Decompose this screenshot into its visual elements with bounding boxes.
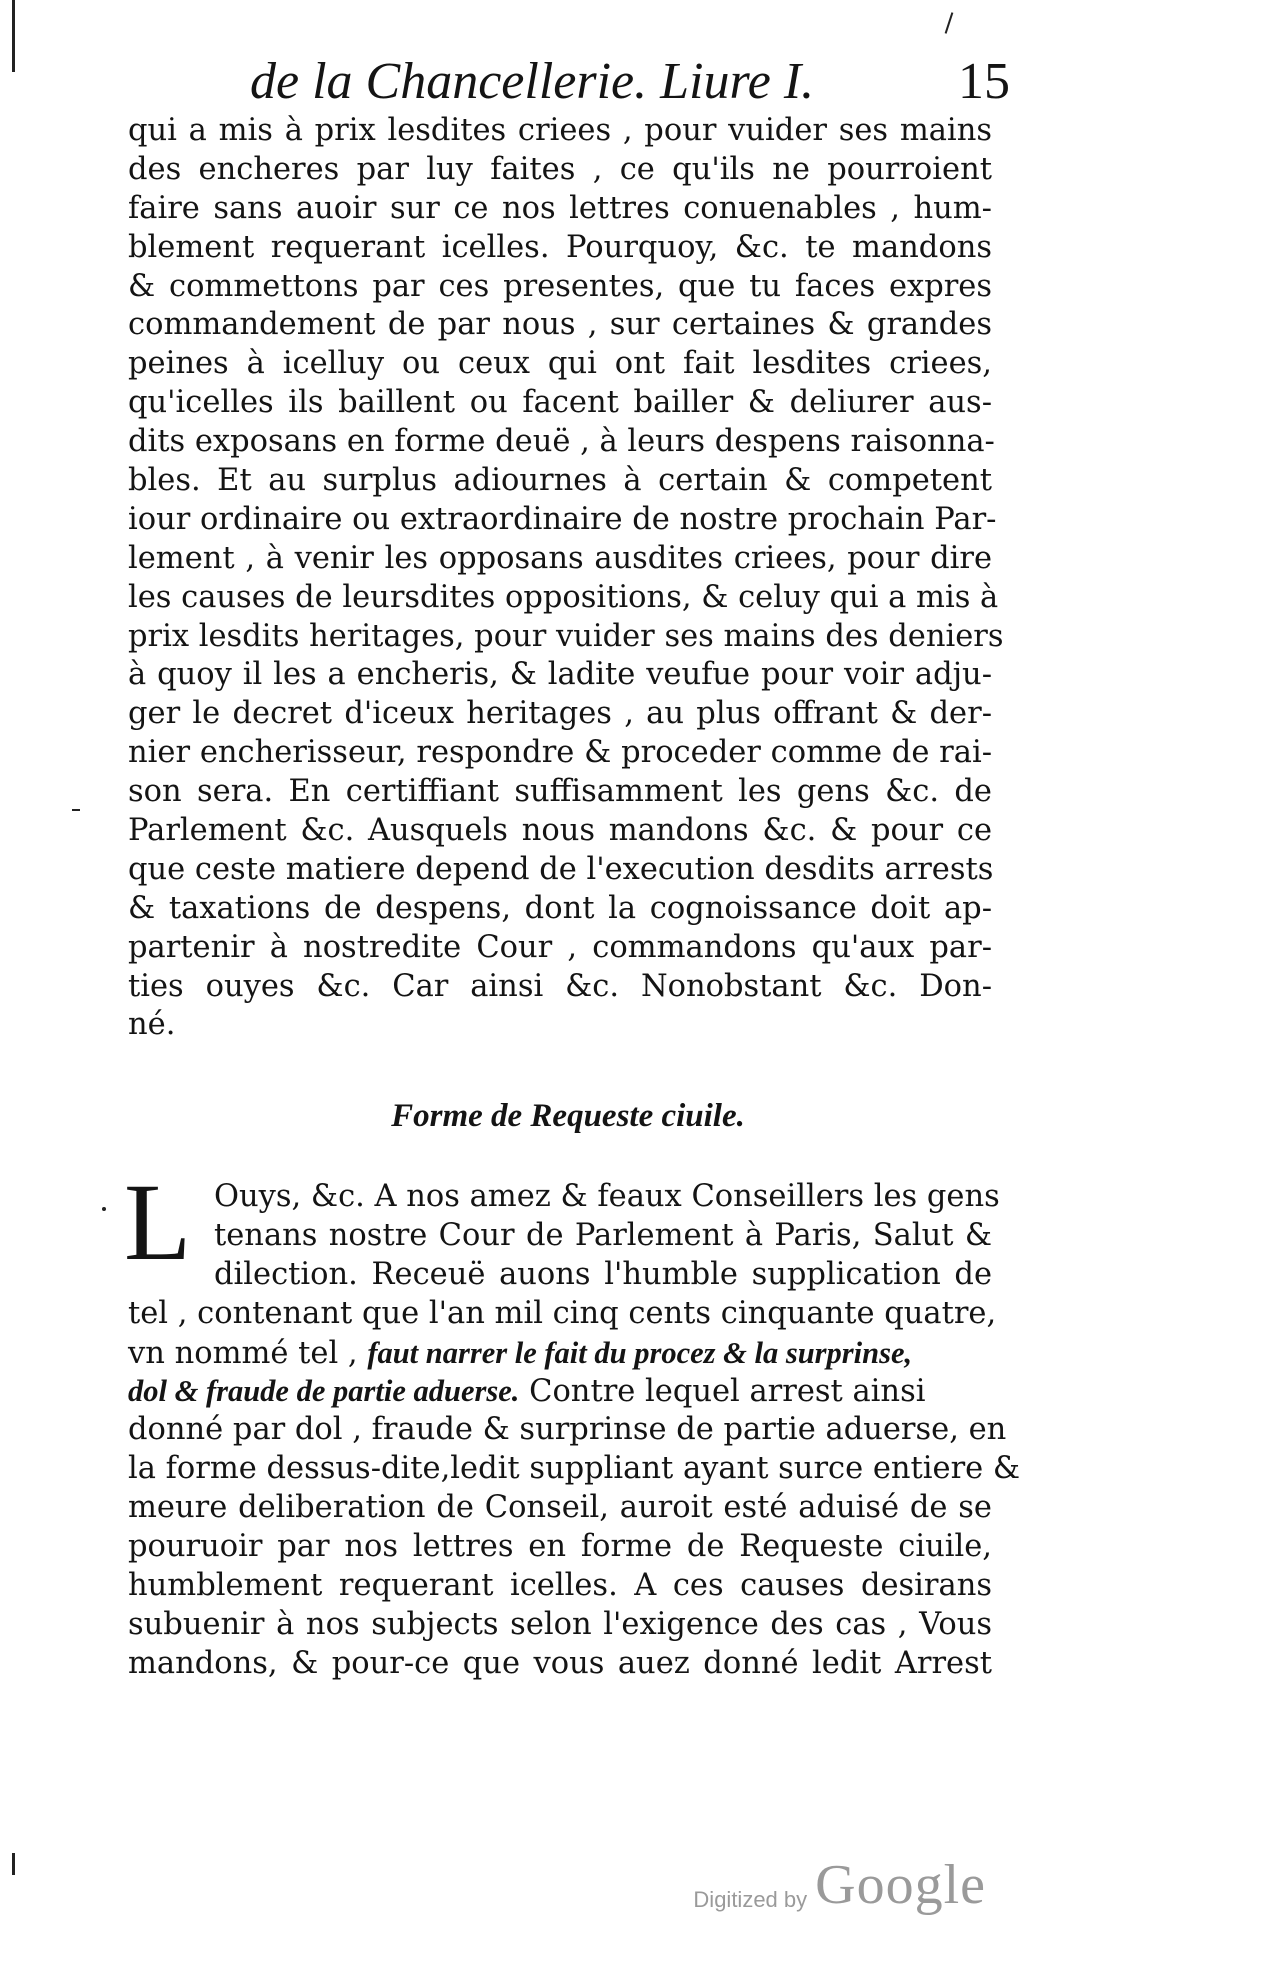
text-line: des encheres par luy faites , ce qu'ils ne pourroient xyxy=(128,151,992,187)
italic-note: faut narrer le fait du procez & la surprinse, xyxy=(367,1335,913,1370)
running-title: de la Chancellerie. Liure I. xyxy=(250,53,815,110)
running-header xyxy=(250,52,1010,112)
text-line: humblement requerant icelles. A ces causes desirans xyxy=(128,1567,992,1603)
text-line: prix lesdits heritages, pour vuider ses mains des deniers xyxy=(128,618,1004,654)
text-line: à quoy il les a encheris, & ladite veufue pour voir adju- xyxy=(128,657,992,693)
text-line: blement requerant icelles. Pourquoy, &c. te mandons xyxy=(128,229,992,265)
italic-note: dol & fraude de partie aduerse. xyxy=(128,1374,520,1409)
watermark-prefix: Digitized by xyxy=(693,1887,808,1912)
text-line: iour ordinaire ou extraordinaire de nostre prochain Par- xyxy=(128,501,997,537)
drop-capital: L xyxy=(124,1161,192,1283)
text-line: mandons, & pour-ce que vous auez donné ledit Arrest xyxy=(128,1645,992,1681)
text-line: Parlement &c. Ausquels nous mandons &c. & pour ce xyxy=(128,813,992,849)
watermark-brand: Google xyxy=(815,1854,986,1916)
margin-dash-mark xyxy=(72,809,80,811)
text-line: ties ouyes &c. Car ainsi &c. Nonobstant &c. Don- xyxy=(128,968,992,1004)
text-line: commandement de par nous , sur certaines & grandes xyxy=(128,307,992,343)
text-line: tenans nostre Cour de Parlement à Paris, Salut & xyxy=(214,1217,992,1253)
text-line: dilection. Receuë auons l'humble supplication de xyxy=(214,1256,992,1292)
text-line: subuenir à nos subjects selon l'exigence des cas , Vous xyxy=(128,1606,992,1642)
text-line: & taxations de despens, dont la cognoissance doit ap- xyxy=(128,890,992,926)
text-line: tel , contenant que l'an mil cinq cents cinquante quatre, xyxy=(128,1295,997,1331)
binding-edge-mark xyxy=(12,0,15,72)
text-line: bles. Et au surplus adiournes à certain & competent xyxy=(128,463,992,499)
text-line: Ouys, &c. A nos amez & feaux Conseillers les gens xyxy=(214,1179,1000,1214)
text-line: faire sans auoir sur ce nos lettres conuenables , hum- xyxy=(128,190,992,226)
text-line: ger le decret d'iceux heritages , au plus offrant & der- xyxy=(128,696,992,732)
page-number: 15 xyxy=(958,53,1010,110)
text-line: son sera. En certiffiant suffisamment les gens &c. de xyxy=(128,774,992,810)
text-line: les causes de leursdites oppositions, & celuy qui a mis à xyxy=(128,579,999,615)
text-line: peines à icelluy ou ceux qui ont fait lesdites criees, xyxy=(128,346,992,382)
text-line: qui a mis à prix lesdites criees , pour vuider ses mains xyxy=(128,113,992,148)
text-line: partenir à nostredite Cour , commandons qu'aux par- xyxy=(128,929,992,965)
text-run: vn nommé tel , xyxy=(128,1335,368,1371)
body-text xyxy=(128,112,1004,1045)
text-line: la forme dessus-dite,ledit suppliant ayant surce entiere & xyxy=(128,1451,1021,1487)
text-line: nier encherisseur, respondre & proceder comme de rai- xyxy=(128,735,992,771)
corner-tick-mark xyxy=(945,12,954,34)
text-line: né. xyxy=(128,1007,176,1043)
text-line: & commettons par ces presentes, que tu faces expres xyxy=(128,268,992,304)
text-line: qu'icelles ils baillent ou facent bailler & deliurer aus- xyxy=(128,385,992,421)
margin-dot-mark xyxy=(102,1207,106,1211)
text-line-mixed xyxy=(128,1372,992,1411)
text-line: donné par dol , fraude & surprinse de partie aduerse, en xyxy=(128,1412,1007,1448)
lower-edge-mark xyxy=(12,1853,15,1875)
text-line-mixed xyxy=(128,1334,992,1373)
letter-text xyxy=(124,1161,1021,1684)
section-heading: Forme de Requeste ciuile. xyxy=(391,1098,745,1134)
letter-continuation xyxy=(128,1411,1021,1683)
text-line: dits exposans en forme deuë , à leurs despens raisonna- xyxy=(128,424,995,460)
text-line: lement , à venir les opposans ausdites criees, pour dire xyxy=(128,540,992,576)
digitization-watermark xyxy=(693,1845,986,1915)
text-line: que ceste matiere depend de l'execution desdits arrests xyxy=(128,851,994,887)
text-line: meure deliberation de Conseil, auroit esté aduisé de se xyxy=(128,1490,992,1526)
text-run: Contre lequel arrest ainsi xyxy=(519,1374,926,1410)
text-line: pouruoir par nos lettres en forme de Requeste ciuile, xyxy=(128,1529,992,1565)
